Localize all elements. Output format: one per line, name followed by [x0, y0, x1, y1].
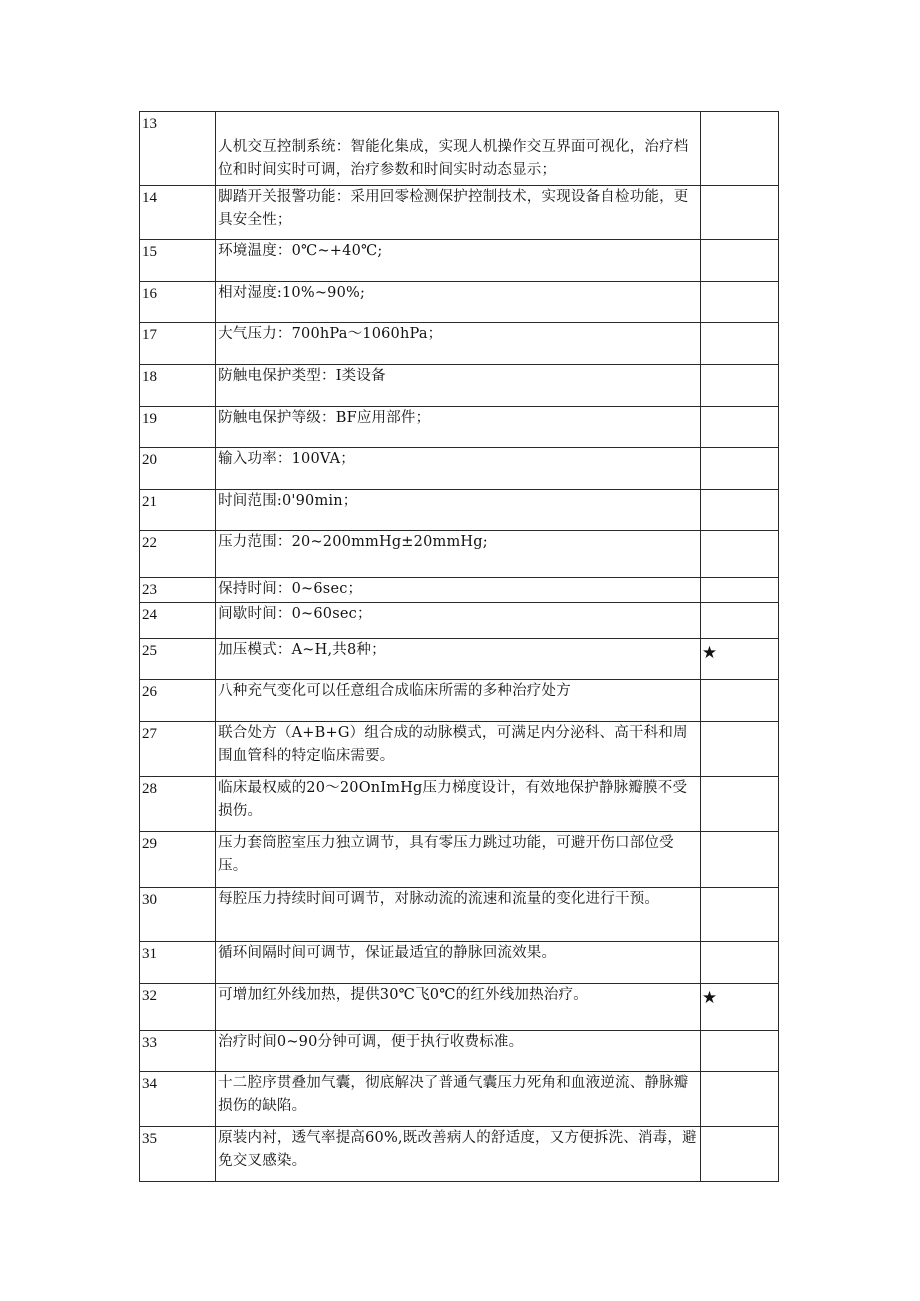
table-row [140, 888, 779, 942]
table-row [140, 407, 779, 448]
star-icon: ★ [700, 984, 778, 1031]
table-row [140, 1072, 779, 1127]
star-icon: ★ [700, 639, 778, 680]
row-number: 27 [140, 722, 216, 777]
row-description: 相对湿度:10%~90%; [216, 282, 701, 323]
table-row [140, 282, 779, 323]
row-number: 34 [140, 1072, 216, 1127]
table-row [140, 722, 779, 777]
table-row [140, 942, 779, 984]
row-mark [700, 680, 778, 722]
row-description: 压力范围：20~200mmHg±20mmHg; [216, 531, 701, 578]
row-number: 21 [140, 490, 216, 531]
row-mark [700, 832, 778, 888]
row-description: 大气压力：700hPa～1060hPa； [216, 323, 701, 365]
row-description: 联合处方（A+B+G）组合成的动脉模式，可满足内分泌科、高干科和周围血管科的特定临床需要。 [216, 722, 701, 777]
row-description: 输入功率：100VA； [216, 448, 701, 490]
row-mark [700, 240, 778, 282]
table-row [140, 186, 779, 240]
row-description: 临床最权威的20～20OnImHg压力梯度设计，有效地保护静脉瓣膜不受损伤。 [216, 777, 701, 832]
row-number: 18 [140, 365, 216, 407]
row-description: 压力套筒腔室压力独立调节，具有零压力跳过功能，可避开伤口部位受压。 [216, 832, 701, 888]
table-row [140, 490, 779, 531]
row-mark [700, 282, 778, 323]
table-row [140, 832, 779, 888]
row-mark [700, 578, 778, 603]
row-mark [700, 888, 778, 942]
row-description: 防触电保护等级：BF应用部件； [216, 407, 701, 448]
row-number: 24 [140, 603, 216, 639]
row-number: 14 [140, 186, 216, 240]
row-description: 十二腔序贯叠加气囊，彻底解决了普通气囊压力死角和血液逆流、静脉瓣损伤的缺陷。 [216, 1072, 701, 1127]
row-number: 20 [140, 448, 216, 490]
row-mark [700, 323, 778, 365]
row-description: 间歇时间：0~60sec； [216, 603, 701, 639]
row-number: 32 [140, 984, 216, 1031]
row-mark [700, 1072, 778, 1127]
row-number: 26 [140, 680, 216, 722]
table-row [140, 578, 779, 603]
table-row [140, 984, 779, 1031]
row-description: 保持时间：0~6sec； [216, 578, 701, 603]
row-number: 17 [140, 323, 216, 365]
row-description: 加压模式：A~H,共8种； [216, 639, 701, 680]
row-description: 防触电保护类型：I类设备 [216, 365, 701, 407]
row-mark [700, 942, 778, 984]
row-mark [700, 1031, 778, 1072]
row-number: 29 [140, 832, 216, 888]
row-number: 23 [140, 578, 216, 603]
row-description: 循环间隔时间可调节，保证最适宜的静脉回流效果。 [216, 942, 701, 984]
row-number: 30 [140, 888, 216, 942]
spec-table [139, 111, 779, 1182]
table-row [140, 531, 779, 578]
row-mark [700, 603, 778, 639]
row-mark [700, 777, 778, 832]
table-row [140, 680, 779, 722]
row-number: 22 [140, 531, 216, 578]
table-row [140, 448, 779, 490]
row-number: 15 [140, 240, 216, 282]
row-mark [700, 490, 778, 531]
row-number: 31 [140, 942, 216, 984]
table-row [140, 112, 779, 186]
row-description: 人机交互控制系统：智能化集成，实现人机操作交互界面可视化，治疗档位和时间实时可调，治疗参数和时间实时动态显示； [216, 112, 701, 186]
row-description: 可增加红外线加热，提供30℃飞0℃的红外线加热治疗。 [216, 984, 701, 1031]
table-row [140, 1031, 779, 1072]
table-row [140, 323, 779, 365]
row-number: 35 [140, 1127, 216, 1182]
table-row [140, 1127, 779, 1182]
table-row [140, 603, 779, 639]
row-number: 28 [140, 777, 216, 832]
row-mark [700, 186, 778, 240]
row-mark [700, 365, 778, 407]
row-mark [700, 1127, 778, 1182]
row-mark [700, 531, 778, 578]
row-number: 16 [140, 282, 216, 323]
row-description: 原装内衬，透气率提高60%,既改善病人的舒适度，又方便拆洗、消毒，避免交叉感染。 [216, 1127, 701, 1182]
row-number: 25 [140, 639, 216, 680]
row-number: 19 [140, 407, 216, 448]
row-description: 每腔压力持续时间可调节，对脉动流的流速和流量的变化进行干预。 [216, 888, 701, 942]
row-number: 13 [140, 112, 216, 186]
table-row [140, 365, 779, 407]
row-description: 八种充气变化可以任意组合成临床所需的多种治疗处方 [216, 680, 701, 722]
row-mark [700, 448, 778, 490]
table-row [140, 639, 779, 680]
row-mark [700, 407, 778, 448]
row-description: 环境温度：0℃~+40℃; [216, 240, 701, 282]
row-mark [700, 112, 778, 186]
table-row [140, 240, 779, 282]
row-description: 治疗时间0~90分钟可调，便于执行收费标准。 [216, 1031, 701, 1072]
row-mark [700, 722, 778, 777]
row-description: 脚踏开关报警功能：采用回零检测保护控制技术，实现设备自检功能，更具安全性； [216, 186, 701, 240]
table-row [140, 777, 779, 832]
row-description: 时间范围:0'90min； [216, 490, 701, 531]
row-number: 33 [140, 1031, 216, 1072]
